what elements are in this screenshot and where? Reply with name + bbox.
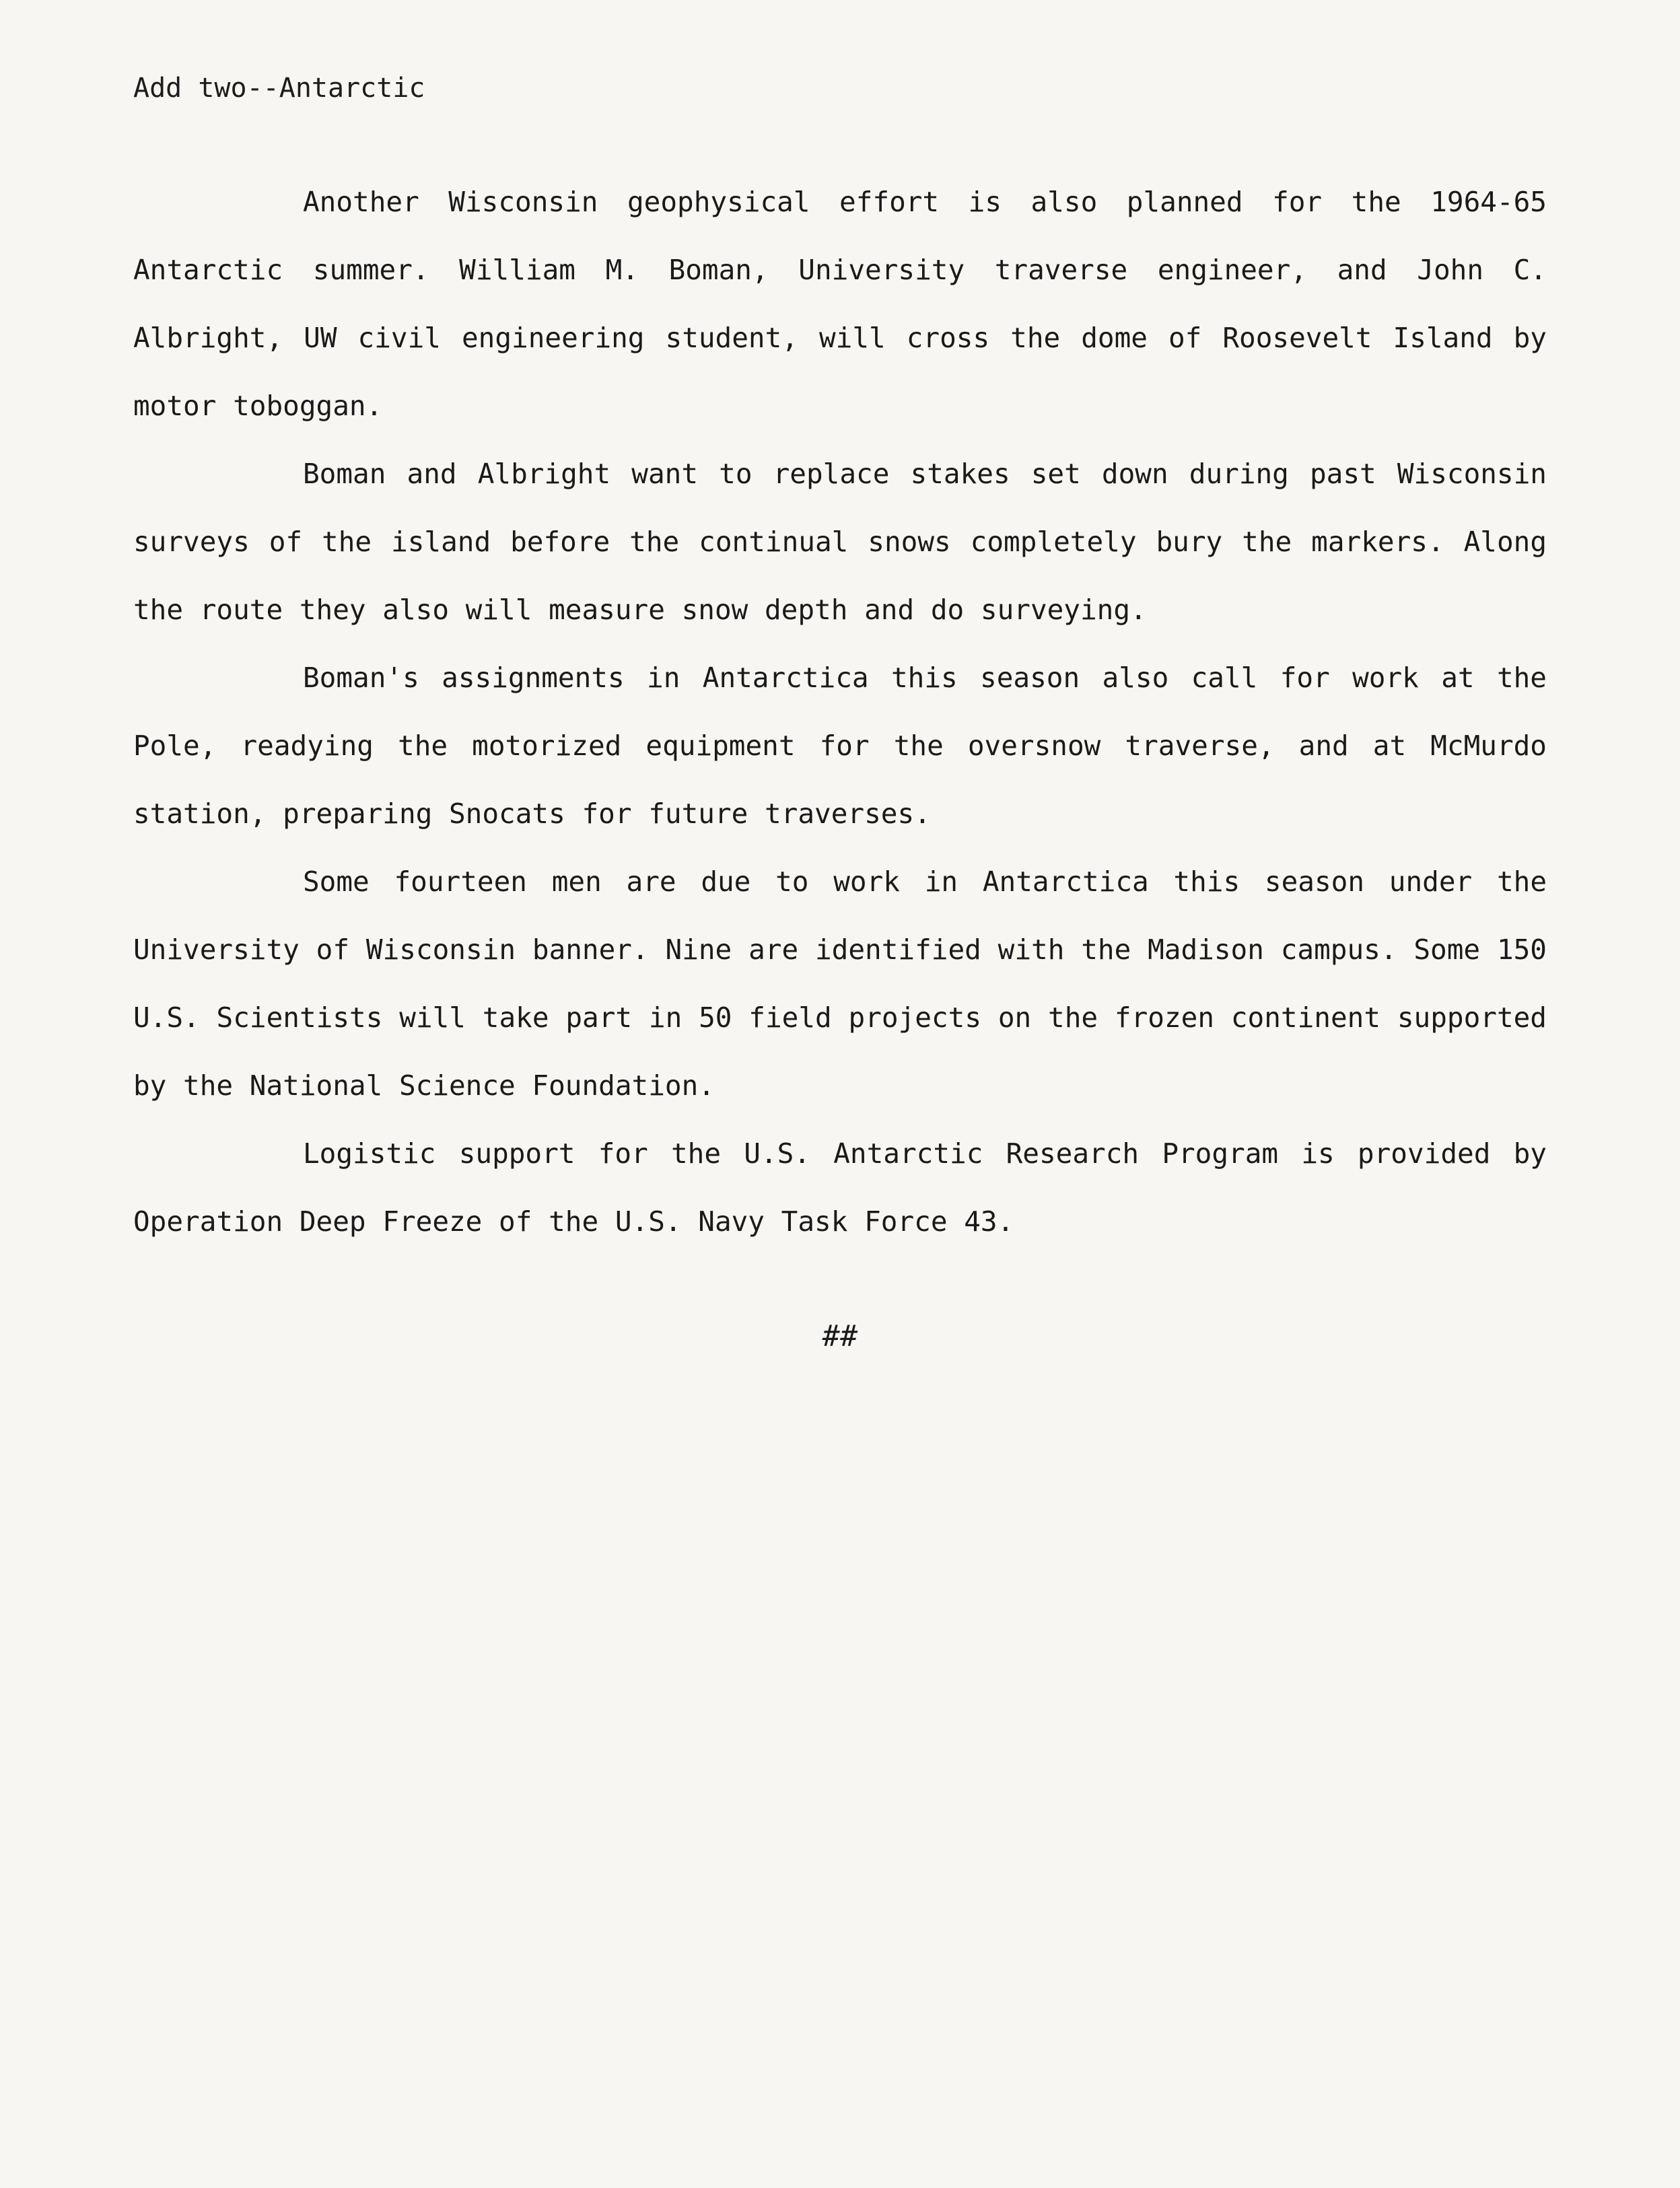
paragraph: Boman and Albright want to replace stakes set down during past Wisconsin surveys of the island before the continual snows completely bury the markers. Along the route they also will measure snow depth and do surveying. — [133, 458, 1547, 626]
paragraph: Some fourteen men are due to work in Antarctica this season under the University of Wisconsin banner. Nine are identified with the Madison campus. Some 150 U.S. Scientists will take part in 50 field projects on the frozen continent supported by the National Science Foundation. — [133, 866, 1547, 1102]
end-mark: ## — [822, 1319, 858, 1353]
paragraph: Logistic support for the U.S. Antarctic Research Program is provided by Operation Deep Freeze of the U.S. Navy Task Force 43. — [133, 1137, 1547, 1238]
page-header: Add two--Antarctic — [133, 73, 425, 104]
paragraph: Boman's assignments in Antarctica this season also call for work at the Pole, readying the motorized equipment for the oversnow traverse, and at McMurdo station, preparing Snocats for future traverses. — [133, 662, 1547, 830]
paragraph: Another Wisconsin geophysical effort is also planned for the 1964-65 Antarctic summer. William M. Boman, University traverse engineer, and John C. Albright, UW civil engineering student, will cross the dome of Roosevelt Island by motor toboggan. — [133, 186, 1547, 422]
document-body — [133, 168, 1547, 1256]
